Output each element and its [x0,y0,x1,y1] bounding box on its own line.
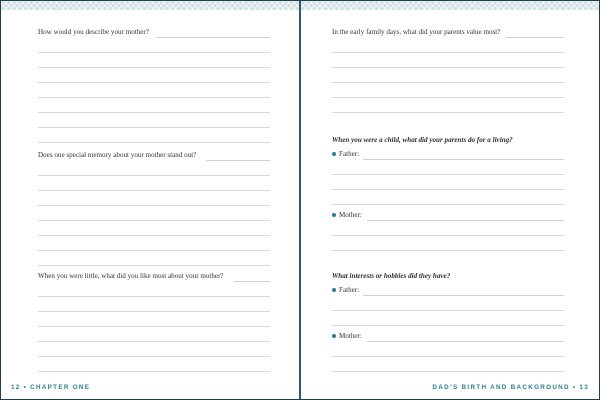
answer-line [506,37,564,38]
answer-line [332,97,564,98]
prompt-liked-most: When you were little, what did you like most about your mother? [38,272,224,280]
answer-line [38,220,270,221]
answer-line [38,205,270,206]
answer-line [156,37,270,38]
prompt-describe-mother: How would you describe your mother? [38,28,149,36]
bullet-label-father: Father: [339,150,360,158]
bullet-label-father: Father: [339,286,360,294]
answer-line [38,326,270,327]
bullet-icon [332,334,336,338]
answer-line [206,160,270,161]
prompt-parents-living: When you were a child, what did your parents do for a living? [332,136,513,144]
prompt-special-memory: Does one special memory about your mother stand out? [38,151,197,159]
answer-line [332,250,564,251]
prompt-interests-hobbies: What interests or hobbies did they have? [332,272,451,280]
answer-line [332,235,564,236]
bullet-father [332,150,359,158]
answer-line [38,311,270,312]
bullet-label-mother: Mother: [339,332,362,340]
answer-line [38,82,270,83]
answer-line [332,356,564,357]
page-footer-right [432,384,589,391]
bullet-icon [332,288,336,292]
bullet-icon [332,152,336,156]
answer-line [332,325,564,326]
prompt-parents-value: In the early family days, what did your parents value most? [332,28,501,36]
answer-line [38,52,270,53]
answer-line [38,265,270,266]
answer-line [332,82,564,83]
footer-separator: • [572,384,577,391]
answer-line [38,371,270,372]
footer-separator: • [23,384,28,391]
answer-line [332,371,564,372]
page-number: 12 [11,384,21,391]
answer-line [332,52,564,53]
answer-line [332,67,564,68]
answer-line [38,235,270,236]
bullet-father [332,286,359,294]
answer-line [38,296,270,297]
section-title: DAD’S BIRTH AND BACKGROUND [432,384,570,391]
bullet-icon [332,213,336,217]
answer-line [38,112,270,113]
answer-line [332,112,564,113]
page-footer-left [11,384,90,391]
answer-line [234,281,270,282]
bullet-label-mother: Mother: [339,211,362,219]
answer-line [38,175,270,176]
answer-line [367,220,564,221]
answer-line [38,142,270,143]
answer-line [38,356,270,357]
answer-line [332,310,564,311]
answer-line [332,189,564,190]
answer-line [38,67,270,68]
right-page [301,10,599,399]
page-number: 13 [579,384,589,391]
answer-line [38,97,270,98]
answer-line [363,159,564,160]
answer-line [38,190,270,191]
answer-line [38,341,270,342]
bullet-mother [332,211,362,219]
answer-line [38,250,270,251]
answer-line [332,204,564,205]
answer-line [363,295,564,296]
answer-line [332,174,564,175]
left-page [1,10,299,399]
chapter-title: CHAPTER ONE [30,384,91,391]
answer-line [367,341,564,342]
bullet-mother [332,332,362,340]
answer-line [38,127,270,128]
